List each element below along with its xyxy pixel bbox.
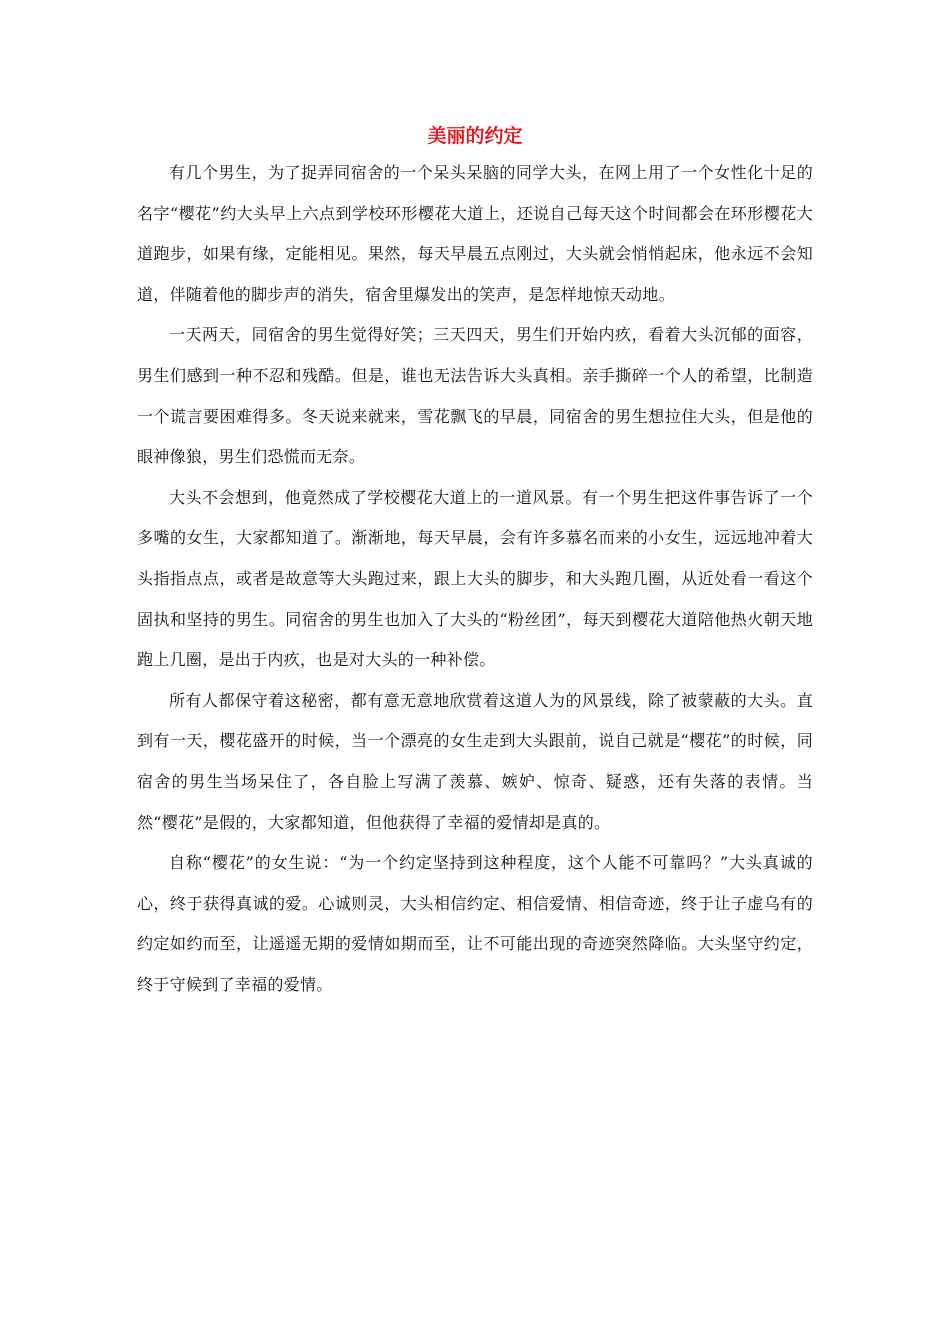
paragraph-3: 大头不会想到，他竟然成了学校樱花大道上的一道风景。有一个男生把这件事告诉了一个多嘴的女生，大家都知道了。渐渐地，每天早晨，会有许多慕名而来的小女生，远远地冲着大头指指点点，或者是故意等大头跑过来，跟上大头的脚步，和大头跑几圈，从近处看一看这个固执和坚持的男生。同宿舍的男生也加入了大头的“粉丝团”，每天到樱花大道陪他热火朝天地跑上几圈，是出于内疚，也是对大头的一种补偿。: [137, 487, 813, 670]
paragraph-5: 自称“樱花”的女生说：“为一个约定坚持到这种程度，这个人能不可靠吗？”大头真诚的心，终于获得真诚的爱。心诚则灵，大头相信约定、相信爱情、相信奇迹，终于让子虚乌有的约定如约而至，让遥遥无期的爱情如期而至，让不可能出现的奇迹突然降临。大头坚守约定，终于守候到了幸福的爱情。: [137, 853, 813, 994]
paragraph-2: 一天两天，同宿舍的男生觉得好笑；三天四天，男生们开始内疚，看着大头沉郁的面容，男生们感到一种不忍和残酷。但是，谁也无法告诉大头真相。亲手撕碎一个人的希望，比制造一个谎言要困难得多。冬天说来就来，雪花飘飞的早晨，同宿舍的男生想拉住大头，但是他的眼神像狼，男生们恐慌而无奈。: [137, 325, 813, 467]
paragraph-4: 所有人都保守着这秘密，都有意无意地欣赏着这道人为的风景线，除了被蒙蔽的大头。直到有一天，樱花盛开的时候，当一个漂亮的女生走到大头跟前，说自己就是“樱花”的时候，同宿舍的男生当场呆住了，各自脸上写满了羡慕、嫉妒、惊奇、疑惑，还有失落的表情。当然“樱花”是假的，大家都知道，但他获得了幸福的爱情却是真的。: [137, 690, 813, 832]
document-title: 美丽的约定: [427, 125, 523, 147]
document-body: [137, 153, 813, 1005]
paragraph-1: 有几个男生，为了捉弄同宿舍的一个呆头呆脑的同学大头，在网上用了一个女性化十足的名字“樱花”约大头早上六点到学校环形樱花大道上，还说自己每天这个时间都会在环形樱花大道跑步，如果有缘，定能相见。果然，每天早晨五点刚过，大头就会悄悄起床，他永远不会知道，伴随着他的脚步声的消失，宿舍里爆发出的笑声，是怎样地惊天动地。: [137, 163, 813, 304]
